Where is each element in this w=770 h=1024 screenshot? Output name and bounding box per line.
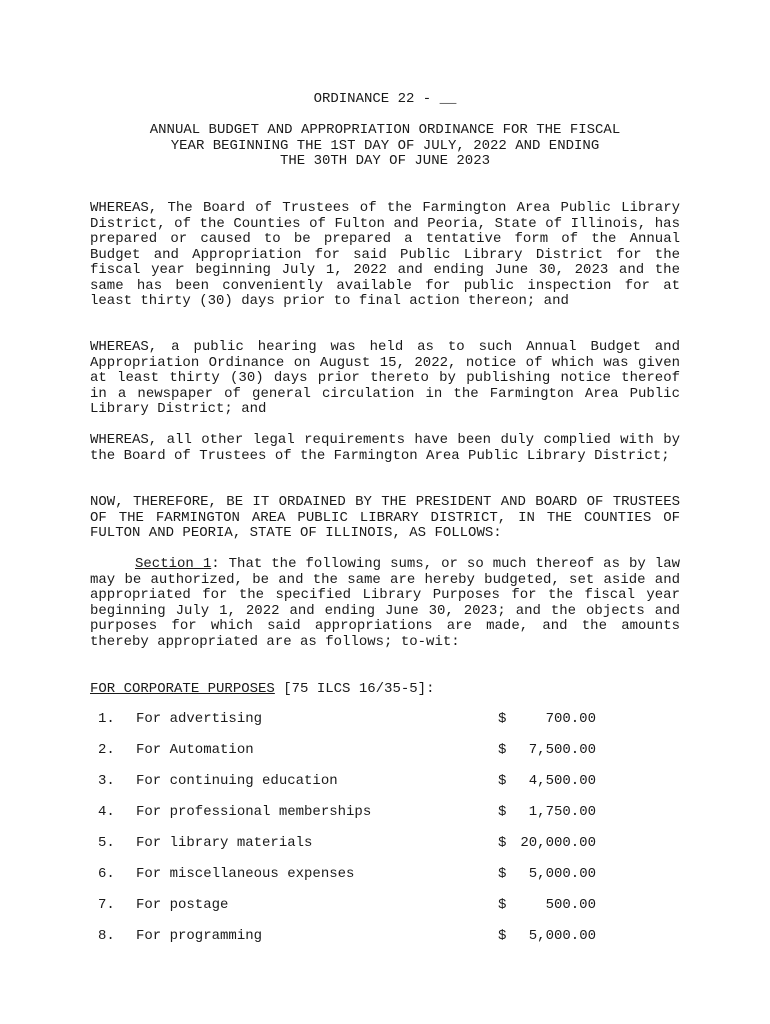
item-label: For programming	[136, 928, 263, 944]
ordinance-title: ORDINANCE 22 - __	[313, 91, 457, 107]
subtitle-line: ANNUAL BUDGET AND APPROPRIATION ORDINANCE FOR THE FISCAL	[149, 122, 621, 138]
list-item	[90, 836, 610, 867]
list-item	[90, 898, 610, 929]
item-number: 3.	[98, 773, 115, 789]
item-currency: $	[498, 773, 507, 789]
item-label: For Automation	[136, 742, 254, 758]
list-item	[90, 712, 610, 743]
list-item	[90, 805, 610, 836]
item-number: 5.	[98, 835, 115, 851]
item-currency: $	[498, 897, 507, 913]
list-item	[90, 743, 610, 774]
whereas-paragraph-3: WHEREAS, all other legal requirements have been duly complied with by the Board of Trustees of the Farmington Area Public Library District;	[90, 432, 680, 464]
item-currency: $	[498, 835, 507, 851]
section-1-text: : That the following sums, or so much thereof as by law may be authorized, be and the same are hereby budgeted, set aside and appropriated for the specified Library Purposes for the fiscal year beginning July 1, 2022 and ending June 30, 2023; and the objects and purposes for which said appropriations are made, and the amounts thereby appropriated are as follows; to-wit:	[90, 556, 680, 650]
item-amount: 20,000.00	[520, 835, 596, 851]
item-label: For continuing education	[136, 773, 338, 789]
whereas-paragraph-1: WHEREAS, The Board of Trustees of the Farmington Area Public Library District, of the Counties of Fulton and Peoria, State of Illinois, has prepared or caused to be prepared a tentative form of the Annual Budget and Appropriation for said Public Library District for the fiscal year beginning July 1, 2022 and ending June 30, 2023 and the same has been conveniently available for public inspection for at least thirty (30) days prior to final action thereon; and	[90, 200, 680, 309]
whereas-paragraph-2: WHEREAS, a public hearing was held as to such Annual Budget and Appropriation Ordinance on August 15, 2022, notice of which was given at least thirty (30) days prior thereto by publishing notice thereof in a newspaper of general circulation in the Farmington Area Public Library District; and	[90, 339, 680, 417]
item-number: 1.	[98, 711, 115, 727]
section-1-label: Section 1	[135, 556, 212, 572]
item-number: 6.	[98, 866, 115, 882]
corporate-citation: [75 ILCS 16/35-5]:	[274, 681, 435, 697]
section-1-paragraph	[90, 557, 680, 650]
item-label: For miscellaneous expenses	[136, 866, 355, 882]
item-amount: 5,000.00	[528, 866, 596, 882]
item-amount: 4,500.00	[528, 773, 596, 789]
list-item	[90, 867, 610, 898]
ordinance-subtitle	[120, 123, 650, 170]
list-item	[90, 929, 610, 960]
subtitle-line: YEAR BEGINNING THE 1ST DAY OF JULY, 2022 AND ENDING	[170, 137, 600, 154]
item-label: For postage	[136, 897, 229, 913]
item-number: 7.	[98, 897, 115, 913]
item-currency: $	[498, 804, 507, 820]
item-amount: 500.00	[545, 897, 596, 913]
ordained-paragraph: NOW, THEREFORE, BE IT ORDAINED BY THE PRESIDENT AND BOARD OF TRUSTEES OF THE FARMINGTON AREA PUBLIC LIBRARY DISTRICT, IN THE COUNTIES OF FULTON AND PEORIA, STATE OF ILLINOIS, AS FOLLOWS:	[90, 494, 680, 541]
item-amount: 5,000.00	[528, 928, 596, 944]
corporate-heading-label: FOR CORPORATE PURPOSES	[90, 681, 275, 697]
item-label: For advertising	[136, 711, 263, 727]
item-label: For library materials	[136, 835, 313, 851]
item-number: 4.	[98, 804, 115, 820]
list-item	[90, 774, 610, 805]
item-label: For professional memberships	[136, 804, 372, 820]
item-currency: $	[498, 866, 507, 882]
item-amount: 700.00	[545, 711, 596, 727]
item-amount: 7,500.00	[528, 742, 596, 758]
subtitle-line: THE 30TH DAY OF JUNE 2023	[279, 153, 491, 169]
corporate-purposes-heading	[90, 682, 434, 698]
item-number: 2.	[98, 742, 115, 758]
item-amount: 1,750.00	[528, 804, 596, 820]
item-currency: $	[498, 711, 507, 727]
item-number: 8.	[98, 928, 115, 944]
item-currency: $	[498, 928, 507, 944]
appropriation-list	[90, 712, 610, 960]
item-currency: $	[498, 742, 507, 758]
